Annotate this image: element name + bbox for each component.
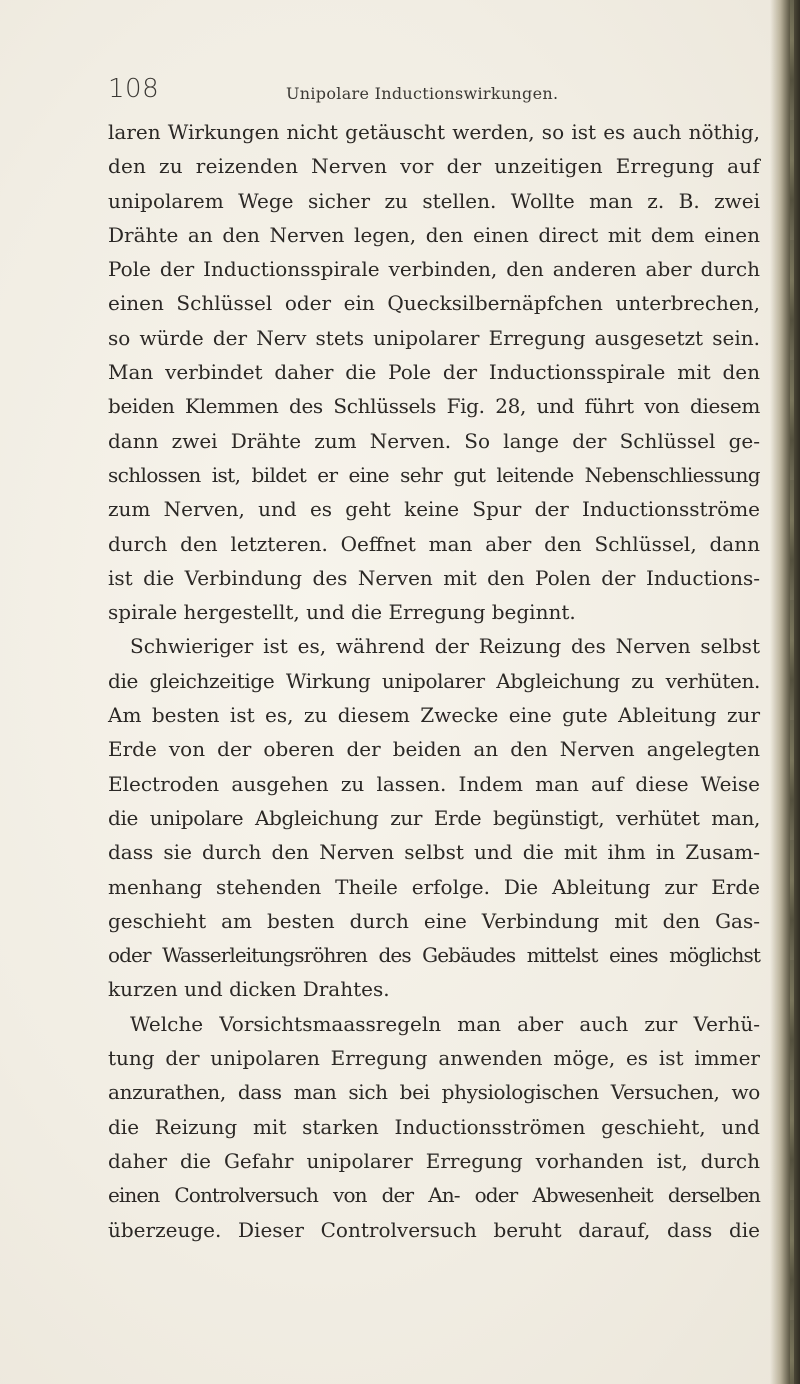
running-head: Unipolare Inductionswirkungen. xyxy=(286,84,559,103)
text-line: daher die Gefahr unipolarer Erregung vorhanden ist, durch xyxy=(108,1148,760,1173)
text-line: oder Wasserleitungsröhren des Gebäudes mittelst eines möglichst xyxy=(108,943,760,968)
text-line: schlossen ist, bildet er eine sehr gut leitende Nebenschliessung xyxy=(108,462,760,487)
text-line: dass sie durch den Nerven selbst und die mit ihm in Zusam- xyxy=(108,840,760,865)
page-number: 108 xyxy=(108,74,160,104)
text-line: so würde der Nerv stets unipolarer Erregung ausgesetzt sein. xyxy=(108,325,760,350)
text-line: die gleichzeitige Wirkung unipolarer Abgleichung zu verhüten. xyxy=(108,668,760,693)
text-line: kurzen und dicken Drahtes. xyxy=(108,977,390,1002)
text-line: laren Wirkungen nicht getäuscht werden, so ist es auch nöthig, xyxy=(108,120,760,144)
page-header xyxy=(100,74,740,114)
text-line: geschieht am besten durch eine Verbindung mit den Gas- xyxy=(108,908,760,933)
text-line: Welche Vorsichtsmaassregeln man aber auch zur Verhü- xyxy=(130,1011,760,1036)
text-line: spirale hergestellt, und die Erregung beginnt. xyxy=(108,600,576,625)
text-line: Electroden ausgehen zu lassen. Indem man auf diese Weise xyxy=(108,771,760,796)
text-line: unipolarem Wege sicher zu stellen. Wollte man z. B. zwei xyxy=(108,188,760,213)
text-line: Schwieriger ist es, während der Reizung des Nerven selbst xyxy=(130,634,760,659)
text-line: Drähte an den Nerven legen, den einen direct mit dem einen xyxy=(108,222,760,247)
page-edge-binding xyxy=(790,0,794,1384)
text-line: dann zwei Drähte zum Nerven. So lange der Schlüssel ge- xyxy=(108,428,760,453)
text-line: anzurathen, dass man sich bei physiologischen Versuchen, wo xyxy=(108,1080,760,1105)
text-line: überzeuge. Dieser Controlversuch beruht darauf, dass die xyxy=(108,1217,760,1242)
text-line: den zu reizenden Nerven vor der unzeitigen Erregung auf xyxy=(108,154,760,179)
text-line: menhang stehenden Theile erfolge. Die Ableitung zur Erde xyxy=(108,874,760,899)
text-line: tung der unipolaren Erregung anwenden möge, es ist immer xyxy=(108,1046,760,1071)
text-line: Man verbindet daher die Pole der Inductionsspirale mit den xyxy=(108,360,760,385)
page-edge-shadow xyxy=(770,0,800,1384)
text-line: die unipolare Abgleichung zur Erde begünstigt, verhütet man, xyxy=(108,805,760,830)
text-line: beiden Klemmen des Schlüssels Fig. 28, und führt von diesem xyxy=(108,394,760,419)
text-line: Erde von der oberen der beiden an den Nerven angelegten xyxy=(108,737,760,762)
text-line: einen Schlüssel oder ein Quecksilbernäpfchen unterbrechen, xyxy=(108,291,760,316)
body-text xyxy=(108,115,760,1247)
text-line: einen Controlversuch von der An- oder Abwesenheit derselben xyxy=(108,1183,760,1208)
text-line: ist die Verbindung des Nerven mit den Polen der Inductions- xyxy=(108,565,760,590)
text-line: Pole der Inductionsspirale verbinden, den anderen aber durch xyxy=(108,257,760,282)
text-line: Am besten ist es, zu diesem Zwecke eine gute Ableitung zur xyxy=(108,703,760,728)
text-line: durch den letzteren. Oeffnet man aber den Schlüssel, dann xyxy=(108,531,760,556)
text-line: die Reizung mit starken Inductionsströmen geschieht, und xyxy=(108,1114,760,1139)
text-line: zum Nerven, und es geht keine Spur der Inductionsströme xyxy=(108,497,760,522)
